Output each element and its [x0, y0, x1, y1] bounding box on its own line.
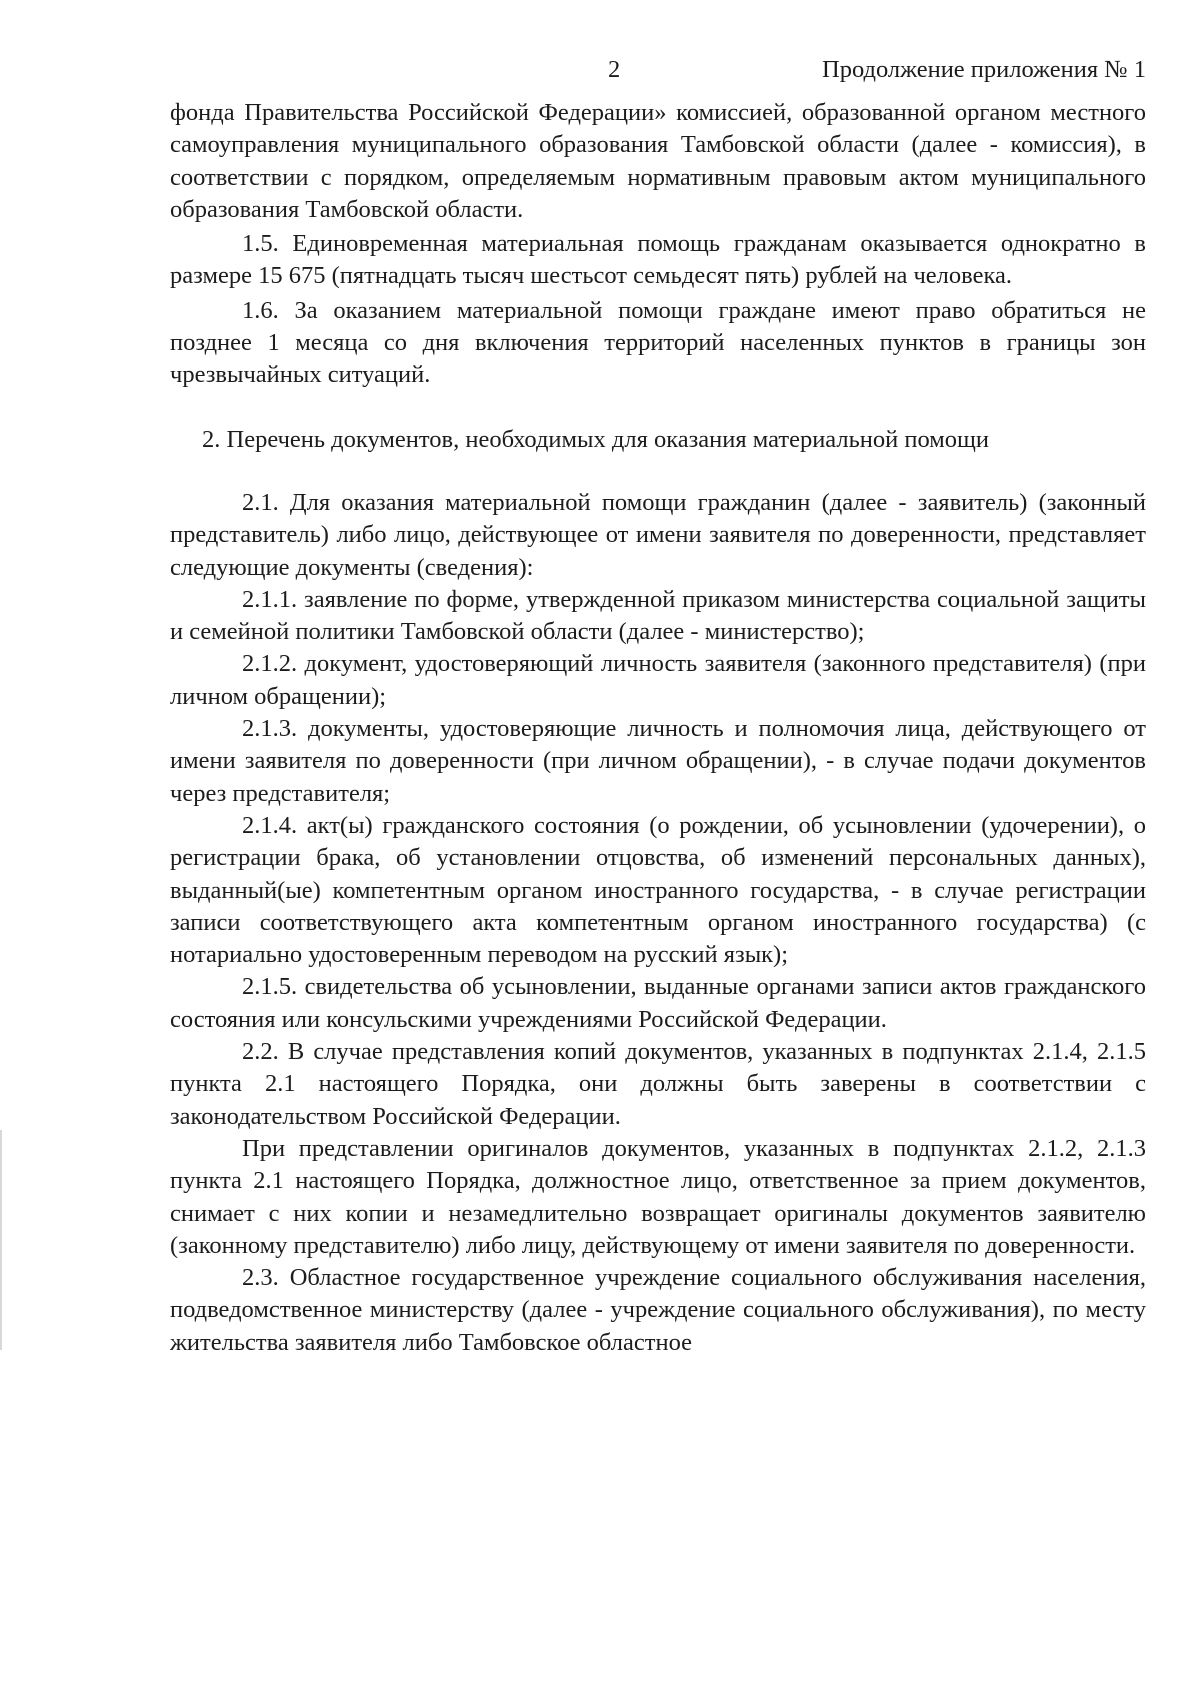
paragraph-2-1-5: 2.1.5. свидетельства об усыновлении, выданные органами записи актов гражданского состояния или консульскими учреждениями Российской Федерации.	[170, 973, 1146, 1033]
paragraph-2-1: 2.1. Для оказания материальной помощи гражданин (далее - заявитель) (законный представитель) либо лицо, действующее от имени заявителя по доверенности, представляет следующие документы (сведения):	[170, 488, 1146, 581]
scan-edge-mark	[0, 1130, 2, 1350]
paragraph-2-3: 2.3. Областное государственное учреждение социального обслуживания населения, подведомственное министерству (далее - учреждение социального обслуживания), по месту жительства заявителя либо Тамбовское областное	[170, 1264, 1146, 1356]
document-body	[170, 97, 1146, 1359]
continuation-label: Продолжение приложения № 1	[822, 56, 1146, 83]
paragraph-1-5: 1.5. Единовременная материальная помощь гражданам оказывается однократно в размере 15 675 (пятнадцать тысяч шестьсот семьдесят пять) рублей на человека.	[170, 230, 1146, 290]
paragraph-2-1-1: 2.1.1. заявление по форме, утвержденной приказом министерства социальной защиты и семейной политики Тамбовской области (далее - министерство);	[170, 585, 1146, 646]
paragraph-2-2: 2.2. В случае представления копий документов, указанных в подпунктах 2.1.4, 2.1.5 пункта 2.1 настоящего Порядка, они должны быть заверены в соответствии с законодательством Российской Федерации.	[170, 1038, 1146, 1130]
paragraph-2-1-3: 2.1.3. документы, удостоверяющие личность и полномочия лица, действующего от имени заявителя по доверенности (при личном обращении), - в случае подачи документов через представителя;	[170, 715, 1146, 807]
paragraph-2-1-2: 2.1.2. документ, удостоверяющий личность заявителя (законного представителя) (при личном обращении);	[170, 650, 1146, 710]
page-number: 2	[608, 56, 621, 83]
paragraph-originals: При представлении оригиналов документов, указанных в подпунктах 2.1.2, 2.1.3 пункта 2.1 настоящего Порядка, должностное лицо, ответственное за прием документов, снимает с них копии и незамедлительно возвращает оригиналы документов заявителю (законному представителю) либо лицу, действующему от имени заявителя по доверенности.	[170, 1134, 1146, 1259]
page-header	[170, 56, 1146, 92]
paragraph-commission: фонда Правительства Российской Федерации» комиссией, образованной органом местного самоуправления муниципального образования Тамбовской области (далее - комиссия), в соответствии с порядком, определяемым нормативным правовым актом муниципального образования Тамбовской области.	[170, 99, 1146, 223]
section-heading: 2. Перечень документов, необходимых для оказания материальной помощи	[202, 425, 990, 453]
paragraph-2-1-4: 2.1.4. акт(ы) гражданского состояния (о рождении, об усыновлении (удочерении), о регистрации брака, об установлении отцовства, об изменений персональных данных), выданный(ые) компетентным органом иностранного государства, - в случае регистрации записи соответствующего акта компетентным органом иностранного государства) (с нотариально удостоверенным переводом на русский язык);	[170, 811, 1146, 969]
paragraph-1-6: 1.6. За оказанием материальной помощи граждане имеют право обратиться не позднее 1 месяца со дня включения территорий населенных пунктов в границы зон чрезвычайных ситуаций.	[170, 296, 1146, 389]
